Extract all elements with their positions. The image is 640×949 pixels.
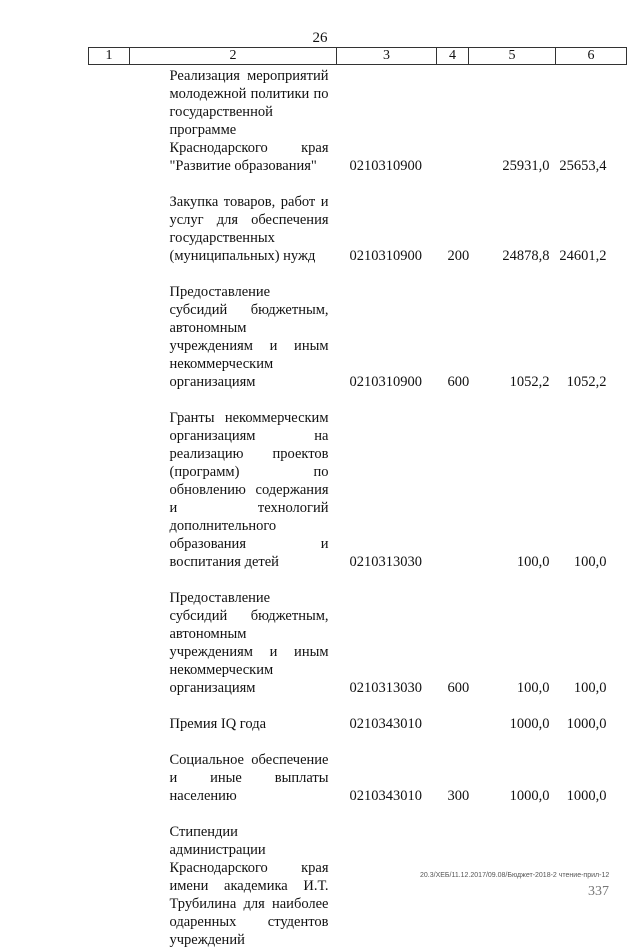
row-spacer: [89, 265, 627, 281]
row-value-2: 25653,4: [559, 158, 607, 174]
row-value-2: 100,0: [573, 680, 607, 696]
column-header-1: 1: [89, 48, 130, 65]
row-name: Предоставление субсидий бюджетным, автономным учреждениям и иным некоммерческим организациям: [169, 284, 329, 390]
row-value-2: 24601,2: [559, 248, 607, 264]
row-type: [437, 821, 469, 949]
row-code: 0210313030: [349, 680, 422, 696]
row-name: Социальное обеспечение и иные выплаты населению: [169, 752, 329, 804]
row-value-2: 1052,2: [566, 374, 607, 390]
page-number: 26: [312, 30, 328, 46]
column-header-3: 3: [337, 48, 437, 65]
row-type: 600: [447, 680, 470, 696]
row-spacer: [89, 697, 627, 713]
column-header-6: 6: [556, 48, 627, 65]
row-code: 0210343010: [349, 788, 422, 804]
row-name: Премия IQ года: [169, 716, 267, 732]
row-code: 0210343010: [349, 716, 422, 732]
sheet-number: 337: [588, 884, 609, 899]
table-row: [89, 749, 627, 805]
row-value-2: 1000,0: [566, 788, 607, 804]
table-row: [89, 821, 627, 949]
row-value-1: 24878,8: [502, 248, 550, 264]
row-type: 300: [447, 788, 470, 804]
column-header-2: 2: [130, 48, 337, 65]
table-header-row: [89, 48, 627, 65]
row-value-2: 100,0: [573, 554, 607, 570]
table-row: [89, 713, 627, 733]
row-value-2: 1000,0: [566, 716, 607, 732]
row-type: 200: [447, 248, 470, 264]
row-name: Стипендии администрации Краснодарского края имени академика И.Т. Трубилина для наиболее одаренных студентов учреждений: [169, 824, 329, 948]
table-row: [89, 407, 627, 571]
row-spacer: [89, 805, 627, 821]
column-header-5: 5: [469, 48, 556, 65]
row-code: 0210310900: [349, 374, 422, 390]
row-type: [437, 407, 469, 571]
table-row: [89, 281, 627, 391]
column-header-4: 4: [437, 48, 469, 65]
table-row: [89, 191, 627, 265]
row-name: Закупка товаров, работ и услуг для обеспечения государственных (муниципальных) нужд: [169, 194, 329, 264]
table-row: [89, 587, 627, 697]
row-spacer: [89, 391, 627, 407]
row-name: Предоставление субсидий бюджетным, автономным учреждениям и иным некоммерческим организациям: [169, 590, 329, 696]
row-value-1: 25931,0: [502, 158, 550, 174]
row-code: [337, 821, 437, 949]
row-code: 0210313030: [349, 554, 422, 570]
row-spacer: [89, 571, 627, 587]
row-value-1: 1000,0: [509, 788, 550, 804]
row-spacer: [89, 175, 627, 191]
row-value-1: 100,0: [516, 554, 550, 570]
row-value-1: [469, 821, 556, 949]
row-value-1: 1052,2: [509, 374, 550, 390]
row-value-1: 1000,0: [509, 716, 550, 732]
row-name: Гранты некоммерческим организациям на реализацию проектов (программ) по обновлению содержания и технологий дополнительного образования и воспитания детей: [169, 410, 329, 570]
row-value-1: 100,0: [516, 680, 550, 696]
footer-reference: 20.3/ХЕБ/11.12.2017/09.08/Бюджет-2018-2 чтение-прил-12: [420, 872, 610, 879]
row-type: 600: [447, 374, 470, 390]
row-code: 0210310900: [349, 248, 422, 264]
row-type: [437, 713, 469, 733]
budget-table: [88, 47, 627, 949]
table-row: [89, 65, 627, 176]
row-spacer: [89, 733, 627, 749]
row-type: [437, 65, 469, 176]
row-code: 0210310900: [349, 158, 422, 174]
row-name: Реализация мероприятий молодежной политики по государственной программе Краснодарского края "Развитие образования": [169, 68, 329, 174]
